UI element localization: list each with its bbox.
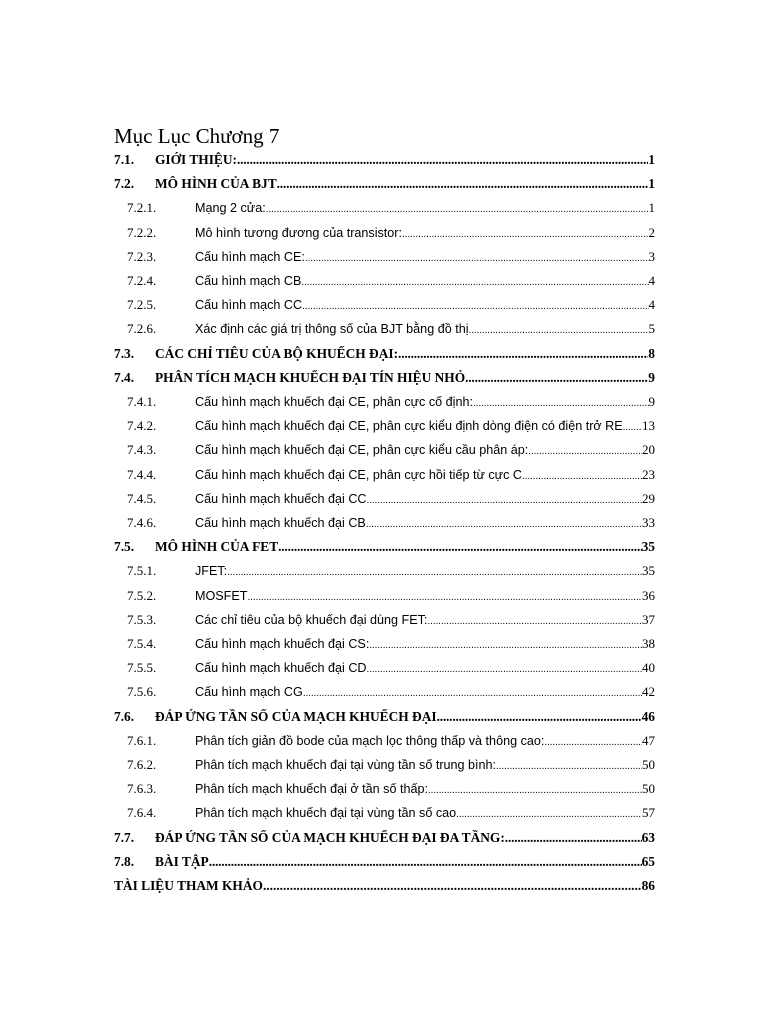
toc-entry-page: 3 (648, 249, 655, 264)
toc-entry[interactable] (114, 709, 655, 729)
toc-entry-number: 7.6.1. (127, 733, 157, 748)
toc-entry-page: 36 (642, 588, 655, 603)
toc-entry-number: 7.2.4. (127, 273, 157, 288)
toc-entry-number: 7.3. (114, 346, 135, 361)
toc-entry[interactable] (114, 200, 655, 220)
toc-entry-title: PHÂN TÍCH MẠCH KHUẾCH ĐẠI TÍN HIỆU NHỎ (155, 370, 466, 385)
toc-entry-title: Phân tích mạch khuếch đại tại vùng tần số trung bình: (195, 758, 497, 772)
toc-entry-title: MÔ HÌNH CỦA FET (155, 539, 279, 554)
toc-entry-title: TÀI LIỆU THAM KHẢO (114, 878, 263, 893)
toc-entry-number: 7.2. (114, 176, 135, 191)
toc-entry[interactable] (114, 830, 655, 850)
toc-entry-number: 7.4.4. (127, 467, 157, 482)
toc-entry-number: 7.4.5. (127, 491, 157, 506)
dot-leader (302, 301, 648, 312)
toc-entry-page: 5 (648, 321, 655, 336)
toc-entry[interactable] (114, 321, 655, 341)
toc-entry-number: 7.2.2. (127, 225, 157, 240)
dot-leader (247, 592, 642, 603)
toc-entry-page: 65 (641, 854, 655, 869)
dot-leader (528, 446, 642, 457)
toc-entry-title: BÀI TẬP (155, 854, 209, 869)
toc-entry-number: 7.8. (114, 854, 135, 869)
toc-entry-page: 38 (642, 636, 655, 651)
toc-entry-page: 8 (648, 346, 655, 361)
toc-entry[interactable] (114, 370, 655, 390)
toc-entry-title: Cấu hình mạch khuếch đại CE, phân cực kiểu cầu phân áp: (195, 443, 529, 457)
toc-entry-number: 7.5. (114, 539, 135, 554)
toc-entry-number: 7.5.5. (127, 660, 157, 675)
toc-entry[interactable] (114, 660, 655, 680)
toc-entry-title: Cấu hình mạch CC (195, 298, 303, 312)
toc-entry-page: 50 (642, 757, 655, 772)
toc-entry-page: 47 (642, 733, 655, 748)
toc-entry[interactable] (114, 757, 655, 777)
toc-entry-page: 9 (648, 394, 655, 409)
toc-entry-number: 7.6.4. (127, 805, 157, 820)
toc-entry-number: 7.4.6. (127, 515, 157, 530)
toc-entry-page: 29 (642, 491, 655, 506)
toc-entry-title: Cấu hình mạch khuếch đại CS: (195, 637, 370, 651)
dot-leader (263, 878, 642, 894)
toc-entry[interactable] (114, 515, 655, 535)
toc-entry[interactable] (114, 781, 655, 801)
dot-leader (465, 370, 648, 386)
toc-entry[interactable] (114, 878, 655, 898)
toc-entry[interactable] (114, 176, 655, 196)
toc-entry-title: Các chỉ tiêu của bộ khuếch đại dùng FET: (195, 613, 428, 627)
toc-entry[interactable] (114, 491, 655, 511)
toc-entry[interactable] (114, 612, 655, 632)
toc-entry-title: ĐÁP ỨNG TẦN SỐ CỦA MẠCH KHUẾCH ĐẠI (155, 709, 437, 724)
toc-entry-title: Cấu hình mạch khuếch đại CE, phân cực kiểu định dòng điện có điện trở RE (195, 419, 623, 433)
toc-entry-page: 42 (642, 684, 655, 699)
toc-entry[interactable] (114, 467, 655, 487)
toc-entry[interactable] (114, 563, 655, 583)
toc-entry-title: Cấu hình mạch CG (195, 685, 303, 699)
toc-entry-number: 7.5.3. (127, 612, 157, 627)
toc-entry-title: JFET: (195, 564, 228, 578)
dot-leader (366, 519, 642, 530)
dot-leader (505, 830, 642, 846)
toc-entry-number: 7.2.5. (127, 297, 157, 312)
dot-leader (367, 664, 642, 675)
toc-entry-title: GIỚI THIỆU: (155, 152, 237, 167)
toc-entry[interactable] (114, 854, 655, 874)
toc-entry[interactable] (114, 418, 655, 438)
toc-entry[interactable] (114, 225, 655, 245)
dot-leader (398, 346, 648, 362)
dot-leader (456, 809, 642, 820)
dot-leader (522, 471, 642, 482)
toc-entry-page: 50 (642, 781, 655, 796)
dot-leader (469, 325, 649, 336)
dot-leader (237, 152, 648, 168)
toc-entry-title: Phân tích mạch khuếch đại ở tần số thấp: (195, 782, 428, 796)
dot-leader (473, 398, 649, 409)
toc-entry-title: ĐÁP ỨNG TẦN SỐ CỦA MẠCH KHUẾCH ĐẠI ĐA TẦNG: (155, 830, 505, 845)
toc-entry-number: 7.5.4. (127, 636, 157, 651)
toc-entry[interactable] (114, 273, 655, 293)
toc-entry-number: 7.7. (114, 830, 135, 845)
toc-entry-title: Cấu hình mạch CB (195, 274, 302, 288)
dot-leader (301, 277, 648, 288)
dot-leader (367, 495, 642, 506)
toc-entry-page: 46 (641, 709, 655, 724)
toc-entry-title: Cấu hình mạch khuếch đại CE, phân cực hồi tiếp từ cực C (195, 468, 523, 482)
dot-leader (496, 761, 642, 772)
toc-entry-number: 7.4. (114, 370, 135, 385)
toc-entry-page: 35 (641, 539, 655, 554)
toc-entry-number: 7.1. (114, 152, 135, 167)
dot-leader (209, 854, 642, 870)
dot-leader (278, 539, 641, 555)
page-title: Mục Lục Chương 7 (114, 124, 280, 148)
toc-entry-page: 4 (648, 297, 655, 312)
toc-entry[interactable] (114, 733, 655, 753)
toc-entry-number: 7.4.2. (127, 418, 157, 433)
toc-entry[interactable] (114, 346, 655, 366)
toc-entry-title: Mô hình tương đương của transistor: (195, 226, 402, 240)
toc-entry[interactable] (114, 152, 655, 172)
toc-entry-page: 37 (642, 612, 655, 627)
toc-entry-title: Cấu hình mạch khuếch đại CD (195, 661, 367, 675)
toc-entry-number: 7.4.1. (127, 394, 157, 409)
dot-leader (227, 567, 642, 578)
toc-entry[interactable] (114, 588, 655, 608)
dot-leader (305, 253, 649, 264)
toc-entry[interactable] (114, 636, 655, 656)
toc-entry-title: Cấu hình mạch khuếch đại CE, phân cực cố định: (195, 395, 473, 409)
toc-entry-page: 63 (641, 830, 655, 845)
toc-entry-title: Mạng 2 cửa: (195, 201, 266, 215)
toc-entry-page: 4 (648, 273, 655, 288)
dot-leader (428, 785, 642, 796)
toc-entry-page: 9 (648, 370, 655, 385)
dot-leader (303, 688, 642, 699)
toc-entry-number: 7.5.6. (127, 684, 157, 699)
toc-entry-number: 7.6. (114, 709, 135, 724)
toc-entry-number: 7.2.6. (127, 321, 157, 336)
dot-leader (437, 709, 642, 725)
toc-entry-title: Cấu hình mạch khuếch đại CC (195, 492, 367, 506)
dot-leader (544, 737, 642, 748)
toc-entry-title: MÔ HÌNH CỦA BJT (155, 176, 277, 191)
toc-entry-page: 86 (641, 878, 655, 893)
toc-entry-title: Phân tích mạch khuếch đại tại vùng tần số cao (195, 806, 457, 820)
toc-entry-number: 7.6.2. (127, 757, 157, 772)
toc-entry-title: CÁC CHỈ TIÊU CỦA BỘ KHUẾCH ĐẠI: (155, 346, 399, 361)
dot-leader (402, 229, 649, 240)
toc-entry-page: 20 (642, 442, 655, 457)
toc-entry-title: Phân tích giản đồ bode của mạch lọc thông thấp và thông cao: (195, 734, 545, 748)
toc-entry-number: 7.5.1. (127, 563, 157, 578)
toc-entry-title: Cấu hình mạch khuếch đại CB (195, 516, 366, 530)
toc-entry-page: 1 (648, 176, 655, 191)
toc-entry-page: 35 (642, 563, 655, 578)
toc-entry-page: 1 (648, 200, 655, 215)
dot-leader (266, 204, 649, 215)
toc-entry-page: 13 (642, 418, 655, 433)
dot-leader (623, 422, 642, 433)
toc-entry[interactable] (114, 394, 655, 414)
toc-entry[interactable] (114, 805, 655, 825)
toc-entry-title: MOSFET (195, 589, 248, 603)
toc-entry-page: 33 (642, 515, 655, 530)
toc-entry-title: Xác định các giá trị thông số của BJT bằng đồ thị (195, 322, 469, 336)
dot-leader (369, 640, 642, 651)
dot-leader (427, 616, 642, 627)
toc-entry[interactable] (114, 442, 655, 462)
toc-entry-page: 2 (648, 225, 655, 240)
toc-entry-title: Cấu hình mạch CE: (195, 250, 305, 264)
toc-entry[interactable] (114, 297, 655, 317)
toc-entry-page: 40 (642, 660, 655, 675)
toc-entry-page: 57 (642, 805, 655, 820)
dot-leader (277, 176, 649, 192)
toc-entry[interactable] (114, 539, 655, 559)
toc-entry-page: 1 (648, 152, 655, 167)
toc-entry-number: 7.5.2. (127, 588, 157, 603)
toc-entry-number: 7.4.3. (127, 442, 157, 457)
toc-entry-number: 7.6.3. (127, 781, 157, 796)
toc-entry-number: 7.2.3. (127, 249, 157, 264)
toc-entry[interactable] (114, 249, 655, 269)
toc-entry-page: 23 (642, 467, 655, 482)
toc-entry-number: 7.2.1. (127, 200, 157, 215)
toc-entry[interactable] (114, 684, 655, 704)
